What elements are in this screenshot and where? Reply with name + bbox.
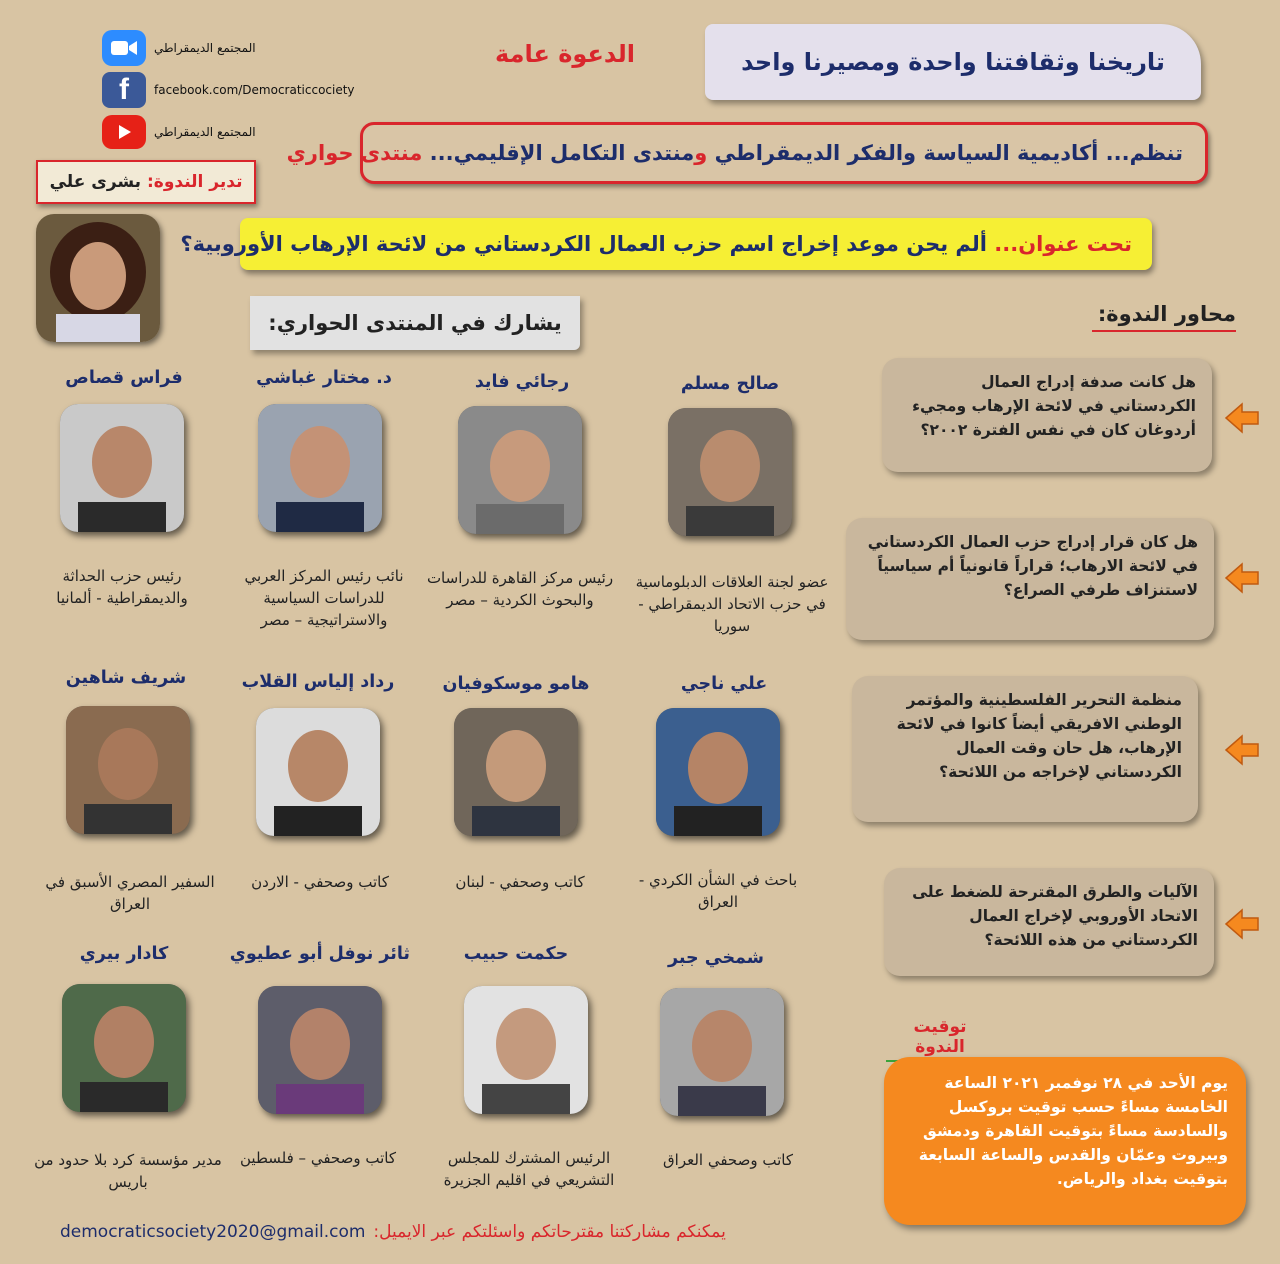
speaker-role: باحث في الشأن الكردي - العراق bbox=[638, 871, 798, 911]
speaker-role: كاتب وصحفي - لبنان bbox=[455, 873, 585, 891]
speaker-photo bbox=[454, 708, 578, 836]
axis-box bbox=[846, 518, 1214, 640]
axes-heading: محاور الندوة: bbox=[1092, 302, 1236, 332]
speaker-photo bbox=[668, 408, 792, 536]
arrow-left-icon bbox=[1224, 560, 1260, 596]
footer-note: يمكنكم مشاركتنا مقترحاتكم واسئلتكم عبر الايميل: bbox=[373, 1222, 726, 1242]
speaker-name: فراس قصاص bbox=[65, 368, 183, 388]
timing-text: يوم الأحد في ٢٨ نوفمبر ٢٠٢١ الساعة الخامسة مساءً حسب توقيت بروكسل والسادسة مساءً بتوقيت القاهرة ودمشق وبيروت وعمّان والقدس والساعة السابعة بتوقيت بغداد والرياض. bbox=[918, 1074, 1228, 1189]
slogan-text: تاريخنا وثقافتنا واحدة ومصيرنا واحد bbox=[741, 48, 1165, 76]
speaker-role: السفير المصري الأسبق في العراق bbox=[45, 873, 215, 913]
axis-text: الآليات والطرق المقترحة للضغط على الاتحاد الأوروبي لإخراج العمال الكردستاني من هذه اللائحة؟ bbox=[912, 883, 1198, 950]
zoom-label: المجتمع الديمقراطي bbox=[154, 41, 256, 55]
speaker-photo bbox=[464, 986, 588, 1114]
arrow-left-icon bbox=[1224, 906, 1260, 942]
zoom-link[interactable] bbox=[102, 28, 372, 68]
organizers-part2: منتدى التكامل الإقليمي... bbox=[422, 141, 695, 165]
speaker-role: عضو لجنة العلاقات الدبلوماسية في حزب الاتحاد الديمقراطي - سوريا bbox=[635, 573, 829, 635]
timing-box bbox=[884, 1057, 1246, 1225]
speaker-photo bbox=[656, 708, 780, 836]
speaker-photo bbox=[60, 404, 184, 532]
moderator-photo bbox=[36, 214, 160, 342]
youtube-icon bbox=[102, 115, 146, 149]
social-links bbox=[102, 28, 372, 152]
speaker-name: شمخي جبر bbox=[668, 948, 764, 968]
axis-box bbox=[884, 868, 1214, 976]
speaker-role: مدير مؤسسة كرد بلا حدود من باريس bbox=[34, 1151, 222, 1191]
speaker-photo bbox=[660, 988, 784, 1116]
speaker-photo bbox=[258, 986, 382, 1114]
speaker-photo bbox=[256, 708, 380, 836]
arrow-left-icon bbox=[1224, 400, 1260, 436]
youtube-label: المجتمع الديمقراطي bbox=[154, 125, 256, 139]
speaker-role: الرئيس المشترك للمجلس التشريعي في اقليم الجزيرة bbox=[443, 1149, 615, 1189]
contact-email-link[interactable]: democraticsociety2020@gmail.com bbox=[60, 1222, 366, 1242]
speaker-name: د. مختار غباشي bbox=[256, 368, 392, 388]
slogan-banner bbox=[705, 24, 1201, 100]
axis-text: منظمة التحرير الفلسطينية والمؤتمر الوطني الافريقي أيضاً كانوا في لائحة الإرهاب، هل حان وقت العمال الكردستاني لإخراجه من اللائحة؟ bbox=[896, 691, 1182, 782]
speaker-photo bbox=[258, 404, 382, 532]
speaker-name: رجائي فايد bbox=[474, 372, 570, 392]
speaker-name: ثائر نوفل أبو عطيوي bbox=[229, 944, 410, 964]
footer bbox=[60, 1222, 780, 1242]
facebook-icon: f bbox=[102, 72, 146, 108]
participants-heading: يشارك في المنتدى الحواري: bbox=[250, 296, 580, 350]
speaker-photo bbox=[66, 706, 190, 834]
facebook-link[interactable] bbox=[102, 68, 372, 112]
speaker-name: صالح مسلم bbox=[680, 374, 780, 394]
organizers-part1: أكاديمية السياسة والفكر الديمقراطي bbox=[707, 141, 1106, 165]
speaker-role: نائب رئيس المركز العربي للدراسات السياسية والاستراتيجية – مصر bbox=[244, 567, 404, 629]
organizers-banner bbox=[286, 122, 1208, 184]
speaker-photo bbox=[458, 406, 582, 534]
speaker-name: كادار بيري bbox=[79, 944, 169, 964]
moderator-label: تدير الندوة: bbox=[147, 172, 243, 192]
speaker-name: علي ناجي bbox=[680, 674, 768, 694]
speaker-name: حكمت حبيب bbox=[463, 944, 569, 964]
speaker-name: هامو موسكوفيان bbox=[442, 674, 590, 694]
timing-heading: توقيت الندوة bbox=[886, 1017, 994, 1062]
public-invitation: الدعوة عامة bbox=[495, 40, 635, 68]
seminar-title bbox=[180, 218, 1152, 270]
moderator-box bbox=[36, 160, 256, 204]
zoom-icon bbox=[102, 30, 146, 66]
speaker-name: رداد إلياس القلاب bbox=[241, 672, 395, 692]
speaker-photo bbox=[62, 984, 186, 1112]
speaker-role: رئيس مركز القاهرة للدراسات والبحوث الكردية – مصر bbox=[426, 569, 614, 609]
axis-box bbox=[852, 676, 1198, 822]
speaker-role: كاتب وصحفي – فلسطين bbox=[240, 1149, 396, 1167]
title-text: ألم يحن موعد إخراج اسم حزب العمال الكردستاني من لائحة الإرهاب الأوروبية؟ bbox=[180, 232, 995, 256]
organizers-prefix: تنظم... bbox=[1105, 141, 1183, 165]
speaker-role: كاتب وصحفي العراق bbox=[663, 1151, 793, 1169]
facebook-label: facebook.com/Democraticcociety bbox=[154, 83, 355, 97]
speaker-role: رئيس حزب الحداثة والديمقراطية - ألمانيا bbox=[56, 567, 188, 607]
title-prefix: تحت عنوان... bbox=[994, 232, 1132, 256]
axis-text: هل كانت صدفة إدراج العمال الكردستاني في لائحة الإرهاب ومجيء أردوغان كان في نفس الفترة ٢٠٠٢؟ bbox=[912, 373, 1196, 440]
organizers-forum: منتدى حواري bbox=[286, 141, 423, 165]
axis-text: هل كان قرار إدراج حزب العمال الكردستاني في لائحة الارهاب؛ قراراً قانونياً أم سياسياً لاستنزاف طرفي الصراع؟ bbox=[867, 533, 1198, 600]
moderator-name: بشرى علي bbox=[49, 172, 147, 192]
arrow-left-icon bbox=[1224, 732, 1260, 768]
axis-box bbox=[882, 358, 1212, 472]
speaker-name: شريف شاهين bbox=[65, 668, 187, 688]
speaker-role: كاتب وصحفي - الاردن bbox=[251, 873, 389, 891]
organizers-and: و bbox=[694, 141, 708, 165]
